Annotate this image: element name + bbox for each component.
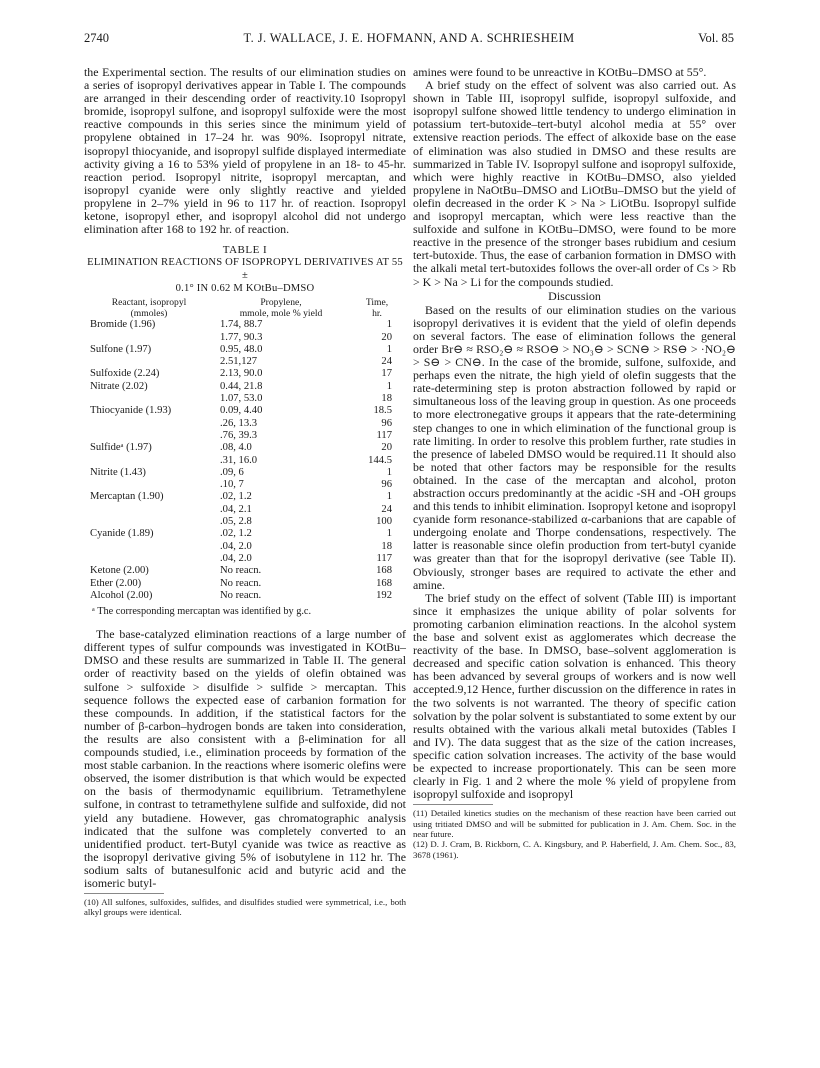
table-cell: 168 (376, 565, 392, 577)
table-row (84, 504, 406, 516)
table-row (84, 455, 406, 467)
table-row (84, 393, 406, 405)
table-cell: .04, 2.0 (220, 552, 252, 564)
table-row (84, 590, 406, 602)
table-cell: 0.44, 21.8 (220, 380, 263, 392)
table-row (84, 368, 406, 380)
table-cell: 2.51,127 (220, 356, 258, 368)
table-cell: .02, 1.2 (220, 528, 252, 540)
table-row (84, 541, 406, 553)
table-cell: Sulfone (1.97) (90, 343, 152, 355)
table-row (84, 430, 406, 442)
column-header: hr. (372, 307, 382, 319)
table-cell: 100 (376, 516, 392, 528)
table-cell: Mercaptan (1.90) (90, 491, 164, 503)
table-cell: 1 (386, 343, 392, 355)
table-cell: 144.5 (368, 454, 392, 466)
table-cell: 17 (381, 368, 392, 380)
table-cell: .31, 16.0 (220, 454, 258, 466)
table-row (84, 553, 406, 565)
table-row (84, 528, 406, 540)
paragraph: The brief study on the effect of solvent (Table III) is important since it emphasizes the unique ability of polar solvents for promoting carbanion elimination reactions. In the alcohol system the base and solvent exist as agglomerates which decrease the reactivity of the base. In DMSO, base–solvent agglomeration is decreased and specific cation solvation is enhanced. This theory has been advanced by several groups of workers and is now well accepted.9,12 Hence, further discussion on the difference in rates in the two solvents is not warranted. The theory of specific cation solvation by the polar solvent is substantiated to some extent by our results obtained with the various alkali metal butoxides (Tables I and IV). The data suggest that as the size of the cation increases, specific cation solvation increases. The activity of the base would be expected to increase proportionately. This can be seen more clearly in Fig. 1 and 2 where the mole % yield of propylene from isopropyl sulfoxide and isopropyl (413, 590, 736, 802)
table-cell: Alcohol (2.00) (90, 589, 153, 601)
table-cell: 20 (381, 331, 392, 343)
table-cell (84, 393, 220, 405)
right-column (413, 66, 736, 860)
table-body (84, 298, 406, 602)
table-row (84, 332, 406, 344)
paragraph: the Experimental section. The results of our elimination studies on a series of isopropyl derivatives appear in Table I. The compounds are arranged in their descending order of reactivity.10 Isopropyl bromide, isopropyl sulfone, and isopropyl sulfoxide were the most reactive compounds in this series since the minimum yield of propylene obtained in 17–24 hr. was 90%. Isopropyl nitrate, isopropyl thiocyanide, and isopropyl sulfide displayed intermediate activity giving a 16 to 53% yield of propylene in an 18- to 45-hr. reaction period. Isopropyl nitrite, isopropyl mercaptan, and isopropyl cyanide were only slightly reactive and yielded propylene in 2–7% yield in 96 to 117 hr. of reaction. Isopropyl ketone, isopropyl ether, and isopropyl alcohol did not undergo elimination after 168 to 192 hr. of reaction. (84, 65, 406, 237)
table-cell: Ketone (2.00) (90, 565, 149, 577)
page-header (84, 31, 734, 51)
volume-number: Vol. 85 (698, 31, 734, 45)
table-cell: 2.13, 90.0 (220, 368, 263, 380)
table-cell: .10, 7 (220, 479, 244, 491)
table-rows (84, 319, 406, 602)
table-cell: 96 (381, 417, 392, 429)
table-row (84, 418, 406, 430)
table-cell: Sulfideᵃ (1.97) (90, 442, 152, 454)
table-row (84, 356, 406, 368)
table-cell: 1 (386, 380, 392, 392)
table-cell: .04, 2.0 (220, 540, 252, 552)
table-cell: Thiocyanide (1.93) (90, 405, 172, 417)
paragraph: Based on the results of our elimination studies on the various isopropyl derivatives it is evident that the yield of olefin depends on several factors. The ease of elimination follows the general order Br⊖ ≈ RSO₂⊖ ≈ RSO⊖ > NO₃⊖ > SCN⊖ > RS⊖ > ·NO₂⊖ > S⊖ > CN⊖. In the case of the bromide, sulfone, sulfoxide, and perhaps even the nitrate, the high yield of olefin suggests that the rate-determining step is proton abstraction followed by rapid or simultaneous loss of the leaving group in question. As one proceeds to more electronegative groups it appears that the rate-determining step changes to one in which elimination of the functional group is rate limiting. In order to resolve this problem further, rate studies in the presence of labeled DMSO would be required.11 It should also be noted that other factors may be responsible for the results obtained. In the case of the mercaptan and alcohol, proton abstraction occurs predominantly at the acidic -SH and -OH groups and this tends to inhibit elimination. Isopropyl ketone and isopropyl cyanide form resonance-stabilized α-carbanions that are capable of undergoing enolate and Thorpe condensations, respectively. The latter is reasonable since olefin production from tert-butyl cyanide was greater than that for the isopropyl derivative (see Table II). Obviously, stronger bases are required to activate the ether and amine. (413, 302, 736, 592)
table-cell: .26, 13.3 (220, 417, 258, 429)
table-cell: Sulfoxide (2.24) (90, 368, 160, 380)
column-header: Propylene, (260, 297, 302, 309)
table-cell (84, 553, 220, 565)
table-cell (84, 430, 220, 442)
table-cell (84, 504, 220, 516)
table-cell: 1 (386, 319, 392, 331)
table-cell: 96 (381, 479, 392, 491)
table-subtitle: 0.1° IN 0.62 M KOtBu–DMSO (175, 282, 315, 294)
table-cell: 192 (376, 589, 392, 601)
table-cell: Bromide (1.96) (90, 319, 156, 331)
column-header: Time, (365, 297, 389, 309)
table-cell: .76, 39.3 (220, 429, 258, 441)
table-row (84, 565, 406, 577)
table-cell: 1.77, 90.3 (220, 331, 263, 343)
table-caption: TABLE I (222, 244, 268, 257)
paragraph: The base-catalyzed elimination reactions of a large number of different types of sulfur compounds was investigated in KOtBu–DMSO and these results are summarized in Table II. The general order of reactivity based on the yields of olefin obtained was sulfone > sulfoxide > disulfide > sulfide > mercaptan. This sequence follows the expected ease of carbanion formation for these compounds. In addition, if the statistical factors for the number of β-carbon–hydrogen bonds are taken into consideration, the results are also consistent with a β-elimination for all compounds studied, i.e., elimination proceeds by formation of the most stable carbanion. In the reactions where isomeric olefins were observed, the isomer distribution is that which would be expected on the basis of thermodynamic equilibrium. Tetramethylene sulfone, in contrast to tetramethylene sulfide and sulfoxide, did not yield any butadiene. However, gas chromatographic analysis indicated that the sulfone was completely converted to an unidentified product. tert-Butyl cyanide was twice as reactive as the isopropyl derivative giving 5% of isobutylene in 112 hr. The sodium salts of butanesulfonic acid and butyric acid and the isomeric butyl- (84, 627, 406, 890)
table-cell: 18 (381, 393, 392, 405)
paragraph: amines were found to be unreactive in KOtBu–DMSO at 55°. (413, 65, 707, 79)
table-cell: 117 (376, 429, 392, 441)
table-cell: Cyanide (1.89) (90, 528, 154, 540)
table-row (84, 491, 406, 503)
left-column (84, 66, 406, 918)
table-cell: 1 (386, 528, 392, 540)
table-cell: 1.07, 53.0 (220, 393, 263, 405)
table-cell (84, 455, 220, 467)
table-cell: .09, 6 (220, 466, 244, 478)
column-header: mmole, mole % yield (239, 307, 323, 319)
table-cell: Nitrite (1.43) (90, 466, 146, 478)
table-row (84, 442, 406, 454)
footnote-rule (413, 804, 493, 805)
table-cell (84, 479, 220, 491)
table-cell: 1 (386, 466, 392, 478)
table-row (84, 467, 406, 479)
table-cell: .08, 4.0 (220, 442, 252, 454)
table-row (84, 381, 406, 393)
table-row (84, 578, 406, 590)
column-header: (mmoles) (130, 307, 168, 319)
table-cell: 168 (376, 577, 392, 589)
column-header: Reactant, isopropyl (111, 297, 187, 309)
table-row (84, 479, 406, 491)
page-number: 2740 (84, 31, 109, 45)
table-cell: Nitrate (2.02) (90, 380, 148, 392)
table-cell (84, 332, 220, 344)
table-cell: 0.95, 48.0 (220, 343, 263, 355)
table-cell: 18.5 (373, 405, 392, 417)
footnote: (11) Detailed kinetics studies on the mechanism of these reaction have been carried out using tritiated DMSO and will be submitted for publication in J. Am. Chem. Soc. in the near future. (413, 808, 736, 840)
table-cell (84, 356, 220, 368)
footnote-rule (84, 893, 164, 894)
table-row (84, 516, 406, 528)
table-cell: No reacn. (220, 565, 262, 577)
table-cell: .04, 2.1 (220, 503, 252, 515)
footnote: (10) All sulfones, sulfoxides, sulfides, and disulfides studied were symmetrical, i.e., both alkyl groups were identical. (84, 897, 406, 918)
table-cell: No reacn. (220, 577, 262, 589)
footnote: (12) D. J. Cram, B. Rickborn, C. A. Kingsbury, and P. Haberfield, J. Am. Chem. Soc., 83, 3678 (1961). (413, 839, 736, 860)
table-cell: 117 (376, 552, 392, 564)
table-cell: 1 (386, 491, 392, 503)
table-cell (84, 516, 220, 528)
table-cell: 1.74, 88.7 (220, 319, 263, 331)
running-title: T. J. WALLACE, J. E. HOFMANN, AND A. SCHRIESHEIM (243, 31, 575, 45)
table-row (84, 344, 406, 356)
table-row (84, 319, 406, 331)
table-cell: 0.09, 4.40 (220, 405, 263, 417)
table-cell: Ether (2.00) (90, 577, 142, 589)
table-subtitle: ELIMINATION REACTIONS OF ISOPROPYL DERIVATIVES AT 55 ± (87, 257, 403, 281)
table-cell: No reacn. (220, 589, 262, 601)
paragraph: A brief study on the effect of solvent was also carried out. As shown in Table III, isopropyl sulfide, isopropyl sulfoxide, and isopropyl sulfone showed little tendency to undergo elimination in potassium tert-butoxide–tert-butyl alcohol media at 55° over extensive reaction periods. The effect of alkoxide base on the ease of elimination was also studied in DMSO and these results are summarized in Table IV. Isopropyl sulfone and isopropyl sulfoxide, which were highly reactive in KOtBu–DMSO, also yielded propylene in NaOtBu–DMSO and LiOtBu–DMSO but the yield of olefin decreased in the order K > Na > LiOtBu. Isopropyl sulfide and isopropyl mercaptan, which were less reactive than the sulfoxide and sulfone in KOtBu–DMSO, were found to be more reactive in the presence of the stronger bases rubidium and cesium tert-butoxide. Thus, the ease of carbanion formation in DMSO with the alkali metal tert-butoxides follows the over-all order of Cs > Rb > K > Na > Li for the compounds studied. (413, 78, 736, 289)
table-header-row (84, 309, 406, 320)
table-cell: .02, 1.2 (220, 491, 252, 503)
table-row (84, 405, 406, 417)
table-cell: 20 (381, 442, 392, 454)
table-cell: .05, 2.8 (220, 516, 252, 528)
table-cell (84, 418, 220, 430)
table-cell: 24 (381, 356, 392, 368)
table-1 (84, 244, 406, 618)
table-cell: 24 (381, 503, 392, 515)
section-heading: Discussion (548, 288, 601, 303)
table-cell (84, 541, 220, 553)
table-cell: 18 (381, 540, 392, 552)
table-footnote: ᵃ The corresponding mercaptan was identified by g.c. (92, 606, 312, 618)
